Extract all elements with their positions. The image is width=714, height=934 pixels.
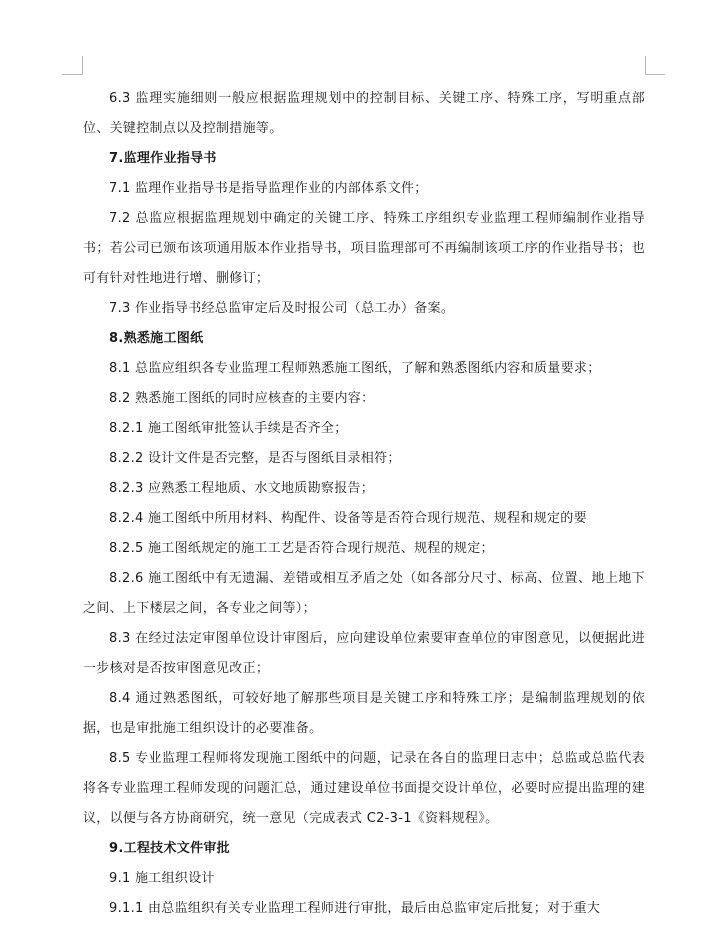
paragraph-9-1: 9.1 施工组织设计 bbox=[109, 871, 215, 886]
paragraph-8-2-3: 8.2.3 应熟悉工程地质、水文地质勘察报告； bbox=[109, 481, 375, 496]
paragraph-7-2: 7.2 总监应根据监理规划中确定的关键工序、特殊工序组织专业监理工程师编制作业指导书；若公司已颁布该项通用版本作业指导书，项目监理部可不再编制该项工序的作业指导书；也可有针对性地进行增、删修订； bbox=[83, 211, 645, 286]
crop-mark-top-right-horizontal bbox=[645, 74, 665, 75]
paragraph-8-3: 8.3 在经过法定审图单位设计审图后，应向建设单位索要审查单位的审图意见，以便据此进一步核对是否按审图意见改正； bbox=[83, 631, 645, 676]
paragraph-8-2-6: 8.2.6 施工图纸中有无遗漏、差错或相互矛盾之处（如各部分尺寸、标高、位置、地上地下之间、上下楼层之间，各专业之间等）； bbox=[83, 571, 645, 616]
paragraph-6-3: 6.3 监理实施细则一般应根据监理规划中的控制目标、关键工序、特殊工序，写明重点部位、关键控制点以及控制措施等。 bbox=[83, 91, 645, 136]
paragraph-8-4: 8.4 通过熟悉图纸，可较好地了解那些项目是关键工序和特殊工序；是编制监理规划的依据，也是审批施工组织设计的必要准备。 bbox=[83, 691, 645, 736]
crop-mark-top-right-vertical bbox=[645, 56, 646, 75]
section-heading-9: 9.工程技术文件审批 bbox=[109, 841, 230, 856]
paragraph-9-1-1: 9.1.1 由总监组织有关专业监理工程师进行审批，最后由总监审定后批复；对于重大 bbox=[109, 901, 601, 916]
paragraph-8-2-5: 8.2.5 施工图纸规定的施工工艺是否符合现行规范、规程的规定； bbox=[109, 541, 494, 556]
document-body bbox=[83, 84, 645, 924]
section-heading-7: 7.监理作业指导书 bbox=[109, 151, 217, 166]
paragraph-8-1: 8.1 总监应组织各专业监理工程师熟悉施工图纸，了解和熟悉图纸内容和质量要求； bbox=[109, 361, 601, 376]
paragraph-7-3: 7.3 作业指导书经总监审定后及时报公司（总工办）备案。 bbox=[109, 301, 455, 316]
section-heading-8: 8.熟悉施工图纸 bbox=[109, 331, 204, 346]
paragraph-8-2-4: 8.2.4 施工图纸中所用材料、构配件、设备等是否符合现行规范、规程和规定的要 bbox=[109, 511, 587, 526]
paragraph-8-5: 8.5 专业监理工程师将发现施工图纸中的问题，记录在各自的监理日志中；总监或总监代表将各专业监理工程师发现的问题汇总，通过建设单位书面提交设计单位，必要时应提出监理的建议，以便与各方协商研究，统一意见（完成表式 C2-3-1《资料规程》。 bbox=[83, 751, 645, 826]
paragraph-8-2-1: 8.2.1 施工图纸审批签认手续是否齐全； bbox=[109, 421, 348, 436]
paragraph-7-1: 7.1 监理作业指导书是指导监理作业的内部体系文件； bbox=[109, 181, 428, 196]
crop-mark-top-left-vertical bbox=[82, 56, 83, 75]
paragraph-8-2-2: 8.2.2 设计文件是否完整，是否与图纸目录相符； bbox=[109, 451, 401, 466]
crop-mark-top-left-horizontal bbox=[62, 74, 82, 75]
paragraph-8-2: 8.2 熟悉施工图纸的同时应核查的主要内容： bbox=[109, 391, 375, 406]
